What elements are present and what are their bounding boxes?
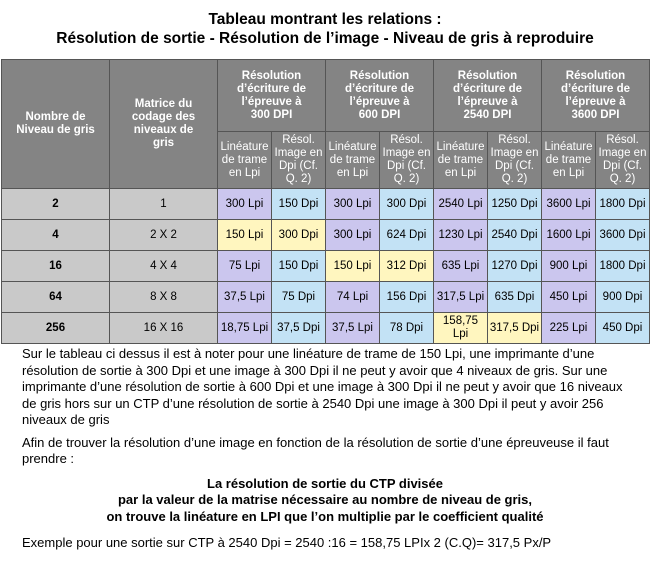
cell-resolution: 1800 Dpi	[596, 251, 650, 282]
table-row	[2, 220, 650, 251]
title-line-1: Tableau montrant les relations :	[208, 11, 442, 28]
cell-lineature: 3600 Lpi	[542, 189, 596, 220]
cell-resolution: 78 Dpi	[380, 313, 434, 344]
cell-resolution: 1250 Dpi	[488, 189, 542, 220]
formula-line-1: La résolution de sortie du CTP divisée	[207, 475, 443, 491]
cell-lineature: 1600 Lpi	[542, 220, 596, 251]
cell-matrix: 4 X 4	[110, 251, 218, 282]
table-row	[2, 313, 650, 344]
header-group-300: Résolution d’écriture de l’épreuve à 300 DPI	[218, 60, 326, 132]
subheader-lineature: Linéature de trame en Lpi	[218, 132, 272, 189]
cell-levels: 4	[2, 220, 110, 251]
cell-lineature: 635 Lpi	[434, 251, 488, 282]
subheader-lineature: Linéature de trame en Lpi	[434, 132, 488, 189]
cell-lineature: 300 Lpi	[326, 220, 380, 251]
formula-line-3: on trouve la linéature en LPI que l’on multiplie par le coefficient qualité	[106, 508, 544, 524]
cell-lineature: 900 Lpi	[542, 251, 596, 282]
formula-block	[22, 476, 628, 526]
cell-resolution: 450 Dpi	[596, 313, 650, 344]
cell-levels: 64	[2, 282, 110, 313]
cell-resolution: 300 Dpi	[380, 189, 434, 220]
cell-lineature: 225 Lpi	[542, 313, 596, 344]
cell-lineature: 300 Lpi	[218, 189, 272, 220]
table-row	[2, 282, 650, 313]
title-line-2: Résolution de sortie - Résolution de l’image - Niveau de gris à reproduire	[56, 30, 594, 47]
cell-matrix: 16 X 16	[110, 313, 218, 344]
cell-resolution: 150 Dpi	[272, 251, 326, 282]
subheader-resolution: Résol. Image en Dpi (Cf. Q. 2)	[596, 132, 650, 189]
example-line: Exemple pour une sortie sur CTP à 2540 Dpi = 2540 :16 = 158,75 LPIx 2 (C.Q)= 317,5 Px/P	[22, 535, 552, 550]
header-matrix: Matrice du codage des niveaux de gris	[110, 60, 218, 189]
cell-resolution: 1800 Dpi	[596, 189, 650, 220]
cell-resolution: 317,5 Dpi	[488, 313, 542, 344]
table-body	[2, 189, 650, 344]
cell-lineature: 158,75 Lpi	[434, 313, 488, 344]
cell-lineature: 1230 Lpi	[434, 220, 488, 251]
cell-resolution: 2540 Dpi	[488, 220, 542, 251]
subheader-resolution: Résol. Image en Dpi (Cf. Q. 2)	[272, 132, 326, 189]
header-levels: Nombre de Niveau de gris	[2, 60, 110, 189]
cell-resolution: 156 Dpi	[380, 282, 434, 313]
header-group-3600: Résolution d’écriture de l’épreuve à 3600 DPI	[542, 60, 650, 132]
subheader-lineature: Linéature de trame en Lpi	[542, 132, 596, 189]
cell-resolution: 37,5 Dpi	[272, 313, 326, 344]
relations-table	[1, 59, 650, 344]
cell-lineature: 317,5 Lpi	[434, 282, 488, 313]
cell-levels: 2	[2, 189, 110, 220]
table-row	[2, 251, 650, 282]
cell-resolution: 312 Dpi	[380, 251, 434, 282]
cell-lineature: 18,75 Lpi	[218, 313, 272, 344]
cell-matrix: 2 X 2	[110, 220, 218, 251]
cell-resolution: 300 Dpi	[272, 220, 326, 251]
cell-resolution: 635 Dpi	[488, 282, 542, 313]
cell-lineature: 74 Lpi	[326, 282, 380, 313]
cell-lineature: 75 Lpi	[218, 251, 272, 282]
cell-lineature: 2540 Lpi	[434, 189, 488, 220]
cell-resolution: 1270 Dpi	[488, 251, 542, 282]
header-group-600: Résolution d’écriture de l’épreuve à 600 DPI	[326, 60, 434, 132]
cell-levels: 256	[2, 313, 110, 344]
cell-lineature: 300 Lpi	[326, 189, 380, 220]
paragraph-1: Sur le tableau ci dessus il est à noter pour une linéature de trame de 150 Lpi, une imprimante d’une résolution de sortie à 300 Dpi et une image à 300 Dpi il ne peut y avoir que 4 niveaux de gris. Sur une imprimante d’une résolution de sortie à 600 Dpi et une image à 300 Dpi il ne peut y avoir que 16 niveaux de gris hors sur un CTP d’une résolution de sortie à 2540 Dpi une image à 300 Dpi il peut y avoir 256 niveaux de gris	[22, 346, 623, 427]
cell-lineature: 37,5 Lpi	[218, 282, 272, 313]
cell-levels: 16	[2, 251, 110, 282]
subheader-lineature: Linéature de trame en Lpi	[326, 132, 380, 189]
explanation-text	[22, 346, 628, 558]
cell-resolution: 3600 Dpi	[596, 220, 650, 251]
formula-line-2: par la valeur de la matrise nécessaire au nombre de niveau de gris,	[117, 492, 533, 507]
cell-resolution: 624 Dpi	[380, 220, 434, 251]
cell-lineature: 450 Lpi	[542, 282, 596, 313]
header-group-2540: Résolution d’écriture de l’épreuve à 2540 DPI	[434, 60, 542, 132]
cell-resolution: 900 Dpi	[596, 282, 650, 313]
cell-lineature: 37,5 Lpi	[326, 313, 380, 344]
table-row	[2, 189, 650, 220]
cell-matrix: 1	[110, 189, 218, 220]
cell-resolution: 75 Dpi	[272, 282, 326, 313]
subheader-resolution: Résol. Image en Dpi (Cf. Q. 2)	[488, 132, 542, 189]
cell-matrix: 8 X 8	[110, 282, 218, 313]
subheader-resolution: Résol. Image en Dpi (Cf. Q. 2)	[380, 132, 434, 189]
page-title	[0, 0, 650, 48]
paragraph-2: Afin de trouver la résolution d’une image en fonction de la résolution de sortie d’une épreuveuse il faut prendre :	[22, 434, 609, 466]
cell-lineature: 150 Lpi	[326, 251, 380, 282]
cell-lineature: 150 Lpi	[218, 220, 272, 251]
cell-resolution: 150 Dpi	[272, 189, 326, 220]
